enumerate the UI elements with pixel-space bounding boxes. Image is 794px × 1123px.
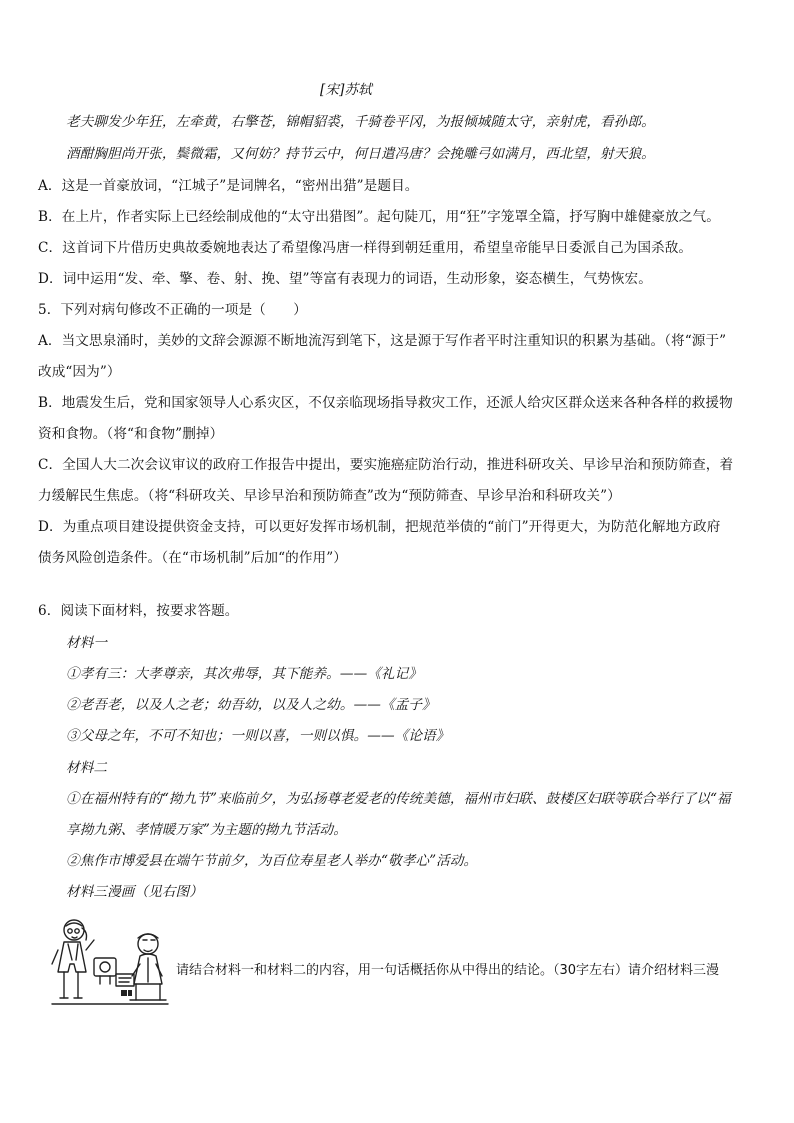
q5-option-b-line-2: 资和食物。（将“和食物”删掉） (38, 426, 224, 442)
material-1-item-1: ①孝有三：大孝尊亲，其次弗辱，其下能养。——《礼记》 (66, 666, 423, 682)
material-2-title: 材料二 (66, 760, 108, 776)
q5-option-c-line-1: C．全国人大二次会议审议的政府工作报告中提出，要实施癌症防治行动，推进科研攻关、早诊早治和预防筛查，着 (38, 457, 734, 473)
material-3-title: 材料三漫画（见右图） (66, 884, 203, 900)
poem-line-2: 酒酣胸胆尚开张，鬓微霜，又何妨？持节云中，何日遣冯唐？会挽雕弓如满月，西北望，射天狼。 (66, 146, 655, 162)
material-1-item-2: ②老吾老，以及人之老；幼吾幼，以及人之幼。——《孟子》 (66, 697, 436, 713)
q5-option-d-line-2: 债务风险创造条件。（在“市场机制”后加“的作用”） (38, 550, 347, 566)
q4-option-b: B．在上片，作者实际上已经绘制成他的“太守出猎图”。起句陡兀，用“狂”字笼罩全篇，抒写胸中雄健豪放之气。 (38, 209, 720, 225)
material-2-item-2: ②焦作市博爱县在端午节前夕，为百位寿星老人举办“敬孝心”活动。 (66, 853, 478, 869)
q4-option-d: D．词中运用“发、牵、擎、卷、射、挽、望”等富有表现力的词语，生动形象，姿态横生，气势恢宏。 (38, 271, 652, 287)
q5-option-c-line-2: 力缓解民生焦虑。（将“科研攻关、早诊早治和预防筛查”改为“预防筛查、早诊早治和科研攻关”） (38, 488, 621, 504)
material-1-item-3: ③父母之年，不可不知也；一则以喜，一则以惧。——《论语》 (66, 728, 450, 744)
material-2-item-1-line-1: ①在福州特有的“拗九节”来临前夕，为弘扬尊老爱老的传统美德，福州市妇联、鼓楼区妇联等联合举行了以“福 (66, 791, 731, 807)
q5-option-b-line-1: B．地震发生后，党和国家领导人心系灾区，不仅亲临现场指导救灾工作，还派人给灾区群众送来各种各样的救援物 (38, 395, 733, 411)
q6-stem: 6．阅读下面材料，按要求答题。 (38, 603, 239, 619)
q4-option-c: C．这首词下片借历史典故委婉地表达了希望像冯唐一样得到朝廷重用，希望皇帝能早日委派自己为国杀敌。 (38, 240, 693, 256)
q5-option-a-line-1: A．当文思泉涌时，美妙的文辞会源源不断地流泻到笔下，这是源于写作者平时注重知识的积累为基础。（将“源于” (38, 333, 727, 349)
question-text: 请结合材料一和材料二的内容，用一句话概括你从中得出的结论。（30字左右）请介绍材料三漫 (176, 963, 720, 978)
poem-author: [宋]苏轼 (320, 82, 372, 98)
q5-option-d-line-1: D．为重点项目建设提供资金支持，可以更好发挥市场机制，把规范举债的“前门”开得更大，为防范化解地方政府 (38, 519, 721, 535)
poem-line-1: 老夫聊发少年狂，左牵黄，右擎苍，锦帽貂裘，千骑卷平冈，为报倾城随太守，亲射虎，看孙郎。 (66, 114, 655, 130)
cartoon-image (44, 910, 174, 1010)
material-2-item-1-line-2: 享拗九粥、孝情暖万家”为主题的拗九节活动。 (66, 822, 347, 838)
material-1-title: 材料一 (66, 635, 108, 651)
q5-stem: 5．下列对病句修改不正确的一项是（ ） (38, 302, 307, 318)
q4-option-a: A．这是一首豪放词，“江城子”是词牌名，“密州出猎”是题目。 (38, 178, 419, 194)
q5-option-a-line-2: 改成“因为”） (38, 364, 121, 380)
